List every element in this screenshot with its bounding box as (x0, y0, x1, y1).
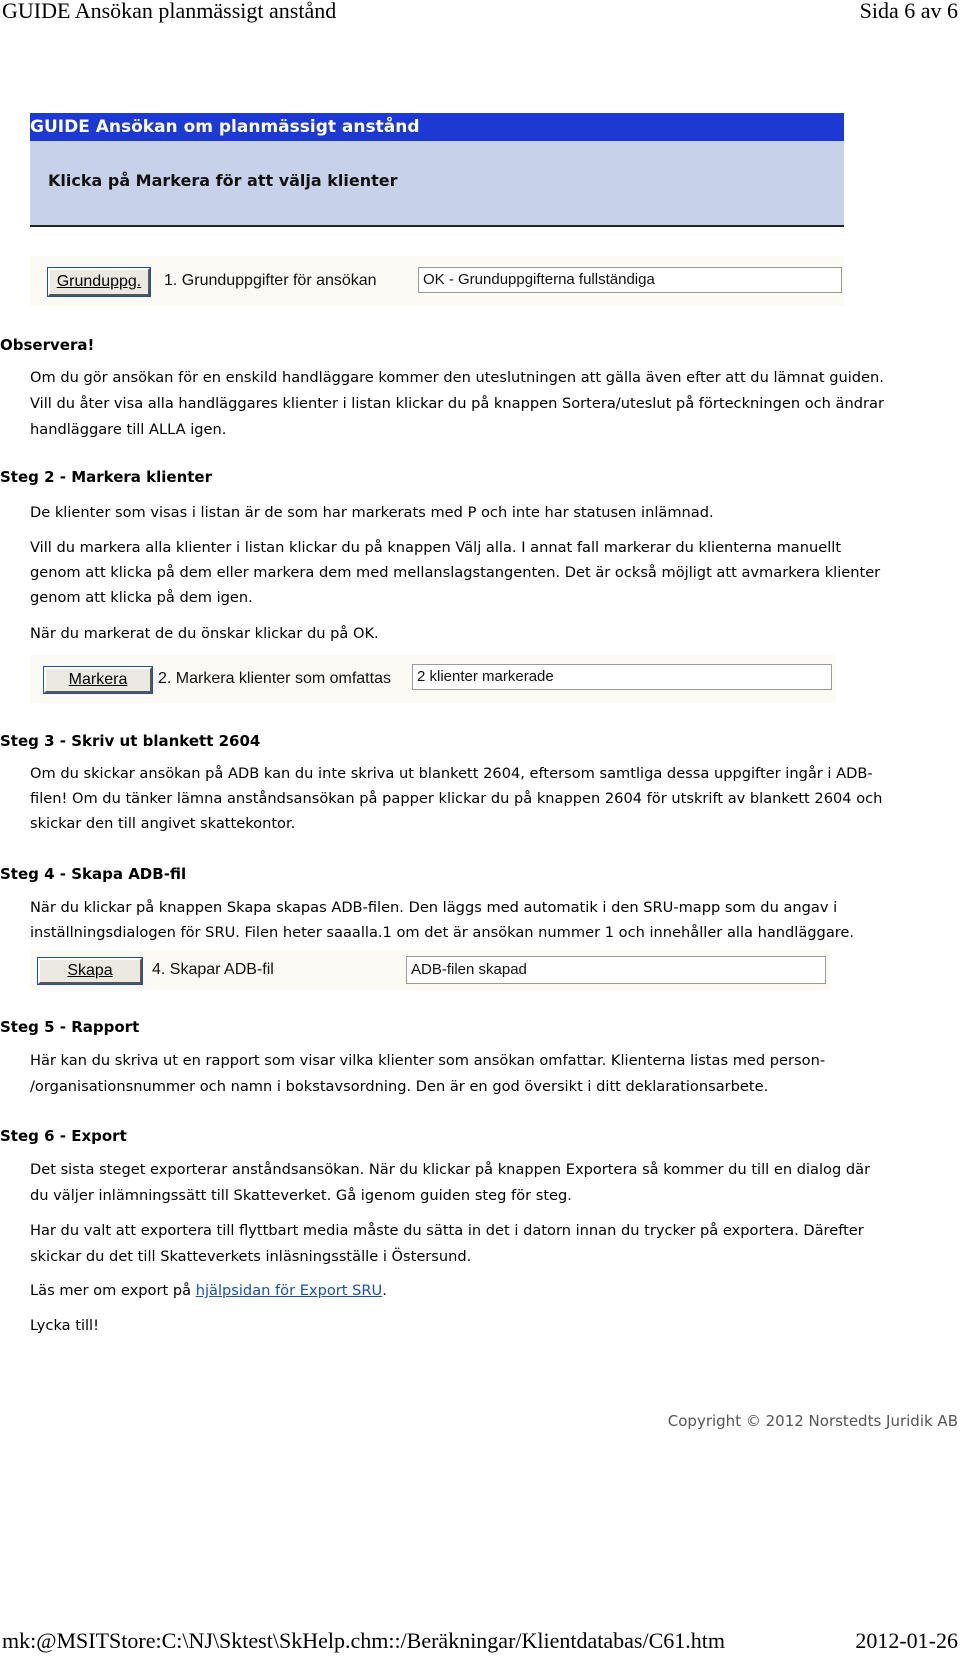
markera-button[interactable]: Markera (44, 667, 152, 693)
step2-paragraph: När du markerat de du önskar klickar du på OK. (30, 625, 379, 642)
print-footer (0, 1628, 960, 1656)
step2-heading: Steg 2 - Markera klienter (0, 468, 212, 486)
observe-line: handläggare till ALLA igen. (30, 421, 227, 438)
step6-export-link-line (30, 1281, 387, 1300)
step1-status-field: OK - Grunduppgifterna fullständiga (418, 267, 842, 293)
header-title: GUIDE Ansökan planmässigt anstånd (2, 0, 337, 23)
observe-line: Vill du åter visa alla handläggares klienter i listan klickar du på knappen Sortera/uteslut på förteckningen och ändrar (30, 395, 884, 412)
header-page-number: Sida 6 av 6 (859, 0, 958, 23)
step3-line: skickar den till angivet skattekontor. (30, 815, 296, 832)
step5-line: /organisationsnummer och namn i bokstavsordning. Den är en god översikt i ditt deklarationsarbete. (30, 1078, 769, 1095)
step4-heading: Steg 4 - Skapa ADB-fil (0, 865, 187, 883)
step6-line: Det sista steget exporterar anståndsansökan. När du klickar på knappen Exportera så kommer du till en dialog där (30, 1161, 871, 1178)
step6-line: Har du valt att exportera till flyttbart media måste du sätta in det i datorn innan du trycker på exportera. Därefter (30, 1222, 864, 1239)
step2-paragraph: Vill du markera alla klienter i listan klickar du på knappen Välj alla. I annat fall markerar du klienterna manuellt (30, 539, 842, 556)
observe-line: Om du gör ansökan för en enskild handläggare kommer den uteslutningen att gälla även efter att du lämnat guiden. (30, 369, 884, 386)
step1-label: 1. Grunduppgifter för ansökan (164, 272, 377, 289)
step2-label: 2. Markera klienter som omfattas (158, 670, 391, 687)
step4-line: inställningsdialogen för SRU. Filen heter saaalla.1 om det är ansökan nummer 1 och innehåller alla handläggare. (30, 924, 855, 941)
step1-panel (30, 256, 844, 306)
step4-line: När du klickar på knappen Skapa skapas ADB-filen. Den läggs med automatik i den SRU-mapp som du angav i (30, 899, 838, 916)
closing-text: Lycka till! (30, 1317, 99, 1334)
observe-heading: Observera! (0, 336, 95, 354)
print-header (0, 0, 960, 28)
footer-path: mk:@MSITStore:C:\NJ\Sktest\SkHelp.chm::/Beräkningar/Klientdatabas/C61.htm (2, 1628, 725, 1653)
wizard-window-title: GUIDE Ansökan om planmässigt anstånd (30, 113, 844, 141)
copyright: Copyright © 2012 Norstedts Juridik AB (667, 1412, 958, 1430)
link-prefix: Läs mer om export på (30, 1282, 196, 1299)
step4-panel (30, 950, 830, 990)
grunduppg-button[interactable]: Grunduppg. (48, 268, 150, 296)
step2-paragraph: De klienter som visas i listan är de som har markerats med P och inte har statusen inlämnad. (30, 504, 714, 521)
step5-line: Här kan du skriva ut en rapport som visar vilka klienter som ansökan omfattar. Klienterna listas med person- (30, 1052, 826, 1069)
step3-line: filen! Om du tänker lämna anståndsansökan på papper klickar du på knappen 2604 för utskrift av blankett 2604 och (30, 790, 883, 807)
link-suffix: . (382, 1282, 387, 1299)
step2-paragraph: genom att klicka på dem eller markera dem med mellanslagstangenten. Det är också möjligt att avmarkera klienter (30, 564, 881, 581)
step6-heading: Steg 6 - Export (0, 1127, 127, 1145)
step3-heading: Steg 3 - Skriv ut blankett 2604 (0, 732, 261, 750)
step5-heading: Steg 5 - Rapport (0, 1018, 140, 1036)
step2-paragraph: genom att klicka på dem igen. (30, 589, 253, 606)
step6-line: skickar du det till Skatteverkets inläsningsställe i Östersund. (30, 1248, 472, 1265)
step4-label: 4. Skapar ADB-fil (152, 961, 274, 978)
skapa-button[interactable]: Skapa (38, 958, 142, 984)
step2-panel (30, 655, 836, 703)
export-sru-help-link[interactable]: hjälpsidan för Export SRU (195, 1282, 383, 1299)
step6-line: du väljer inlämningssätt till Skatteverket. Gå igenom guiden steg för steg. (30, 1187, 572, 1204)
wizard-banner (30, 113, 844, 227)
step4-status-field: ADB-filen skapad (406, 956, 826, 984)
step2-status-field: 2 klienter markerade (412, 664, 832, 690)
step3-line: Om du skickar ansökan på ADB kan du inte skriva ut blankett 2604, eftersom samtliga dessa uppgifter ingår i ADB- (30, 765, 873, 782)
footer-date: 2012-01-26 (855, 1628, 958, 1653)
wizard-instruction: Klicka på Markera för att välja klienter (48, 171, 398, 190)
